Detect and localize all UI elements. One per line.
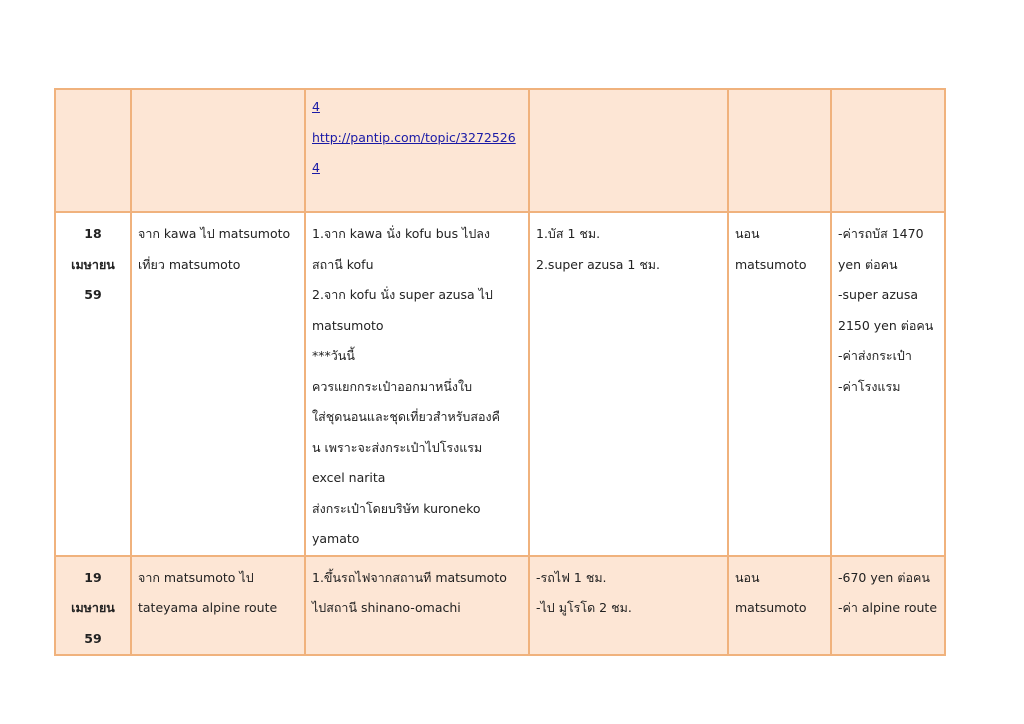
route-line: เที่ยว matsumoto [138, 256, 241, 272]
date-month: เมษายน [71, 256, 115, 272]
cost-line: -ค่า alpine route [838, 600, 938, 615]
pantip-link-fragment[interactable]: 4 [312, 160, 320, 175]
plan-line: สถานี kofu [312, 256, 374, 272]
plan-cell [305, 212, 529, 556]
plan-line: yamato [312, 531, 360, 546]
plan-line: น เพราะจะส่งกระเป๋าไปโรงแรม [312, 439, 483, 455]
cost-line: 2150 yen ต่อคน [838, 317, 934, 333]
pantip-link[interactable]: http://pantip.com/topic/3272526 [312, 129, 516, 145]
plan-line: ควรแยกกระเป๋าออกมาหนึ่งใบ [312, 378, 473, 394]
date-cell [55, 556, 131, 656]
date-cell [55, 89, 131, 212]
route-line: จาก kawa ไป matsumoto [138, 226, 291, 241]
stay-cell [728, 212, 831, 556]
cost-cell [831, 556, 945, 656]
pantip-link-fragment[interactable]: 4 [312, 99, 320, 114]
date-year: 59 [84, 287, 102, 302]
plan-line: excel narita [312, 470, 386, 485]
cost-line: -ค่าโรงแรม [838, 378, 901, 394]
cost-cell [831, 89, 945, 212]
plan-cell [305, 556, 529, 656]
plan-line: 1.จาก kawa นั่ง kofu bus ไปลง [312, 226, 491, 241]
stay-line: นอน [735, 569, 760, 585]
time-cell [529, 89, 728, 212]
route-cell [131, 556, 305, 656]
stay-line: matsumoto [735, 600, 807, 615]
cost-line: yen ต่อคน [838, 256, 898, 272]
plan-line: ***วันนี้ [312, 348, 355, 363]
time-line: -รถไฟ 1 ชม. [536, 569, 607, 585]
plan-cell [305, 89, 529, 212]
time-line: 2.super azusa 1 ชม. [536, 256, 661, 272]
cost-line: -super azusa [838, 287, 918, 302]
itinerary-table [54, 88, 946, 656]
date-cell [55, 212, 131, 556]
time-line: 1.บัส 1 ชม. [536, 226, 601, 241]
stay-cell [728, 89, 831, 212]
route-cell [131, 212, 305, 556]
date-year: 59 [84, 630, 102, 646]
stay-cell [728, 556, 831, 656]
route-line: จาก matsumoto ไป [138, 569, 254, 585]
plan-line: ไปสถานี shinano-omachi [312, 600, 461, 615]
time-cell [529, 556, 728, 656]
date-day: 19 [84, 569, 102, 585]
cost-line: -ค่ารถบัส 1470 [838, 226, 924, 241]
plan-line: ใส่ชุดนอนและชุดเที่ยวสำหรับสองคื [312, 409, 500, 424]
plan-line: 2.จาก kofu นั่ง super azusa ไป [312, 287, 493, 302]
table-row [55, 556, 945, 656]
table-row [55, 212, 945, 556]
plan-line: 1.ขึ้นรถไฟจากสถานที matsumoto [312, 569, 507, 585]
plan-line: matsumoto [312, 317, 384, 333]
cost-line: -670 yen ต่อคน [838, 569, 930, 585]
cost-line: -ค่าส่งกระเป๋า [838, 348, 912, 363]
time-cell [529, 212, 728, 556]
cost-cell [831, 212, 945, 556]
stay-line: นอน [735, 226, 760, 241]
time-line: -ไป มูโรโด 2 ชม. [536, 600, 632, 615]
date-day: 18 [84, 226, 102, 241]
stay-line: matsumoto [735, 256, 807, 272]
date-month: เมษายน [71, 600, 115, 615]
plan-line: ส่งกระเป๋าโดยบริษัท kuroneko [312, 500, 481, 516]
table-row [55, 89, 945, 212]
route-cell [131, 89, 305, 212]
route-line: tateyama alpine route [138, 600, 278, 615]
